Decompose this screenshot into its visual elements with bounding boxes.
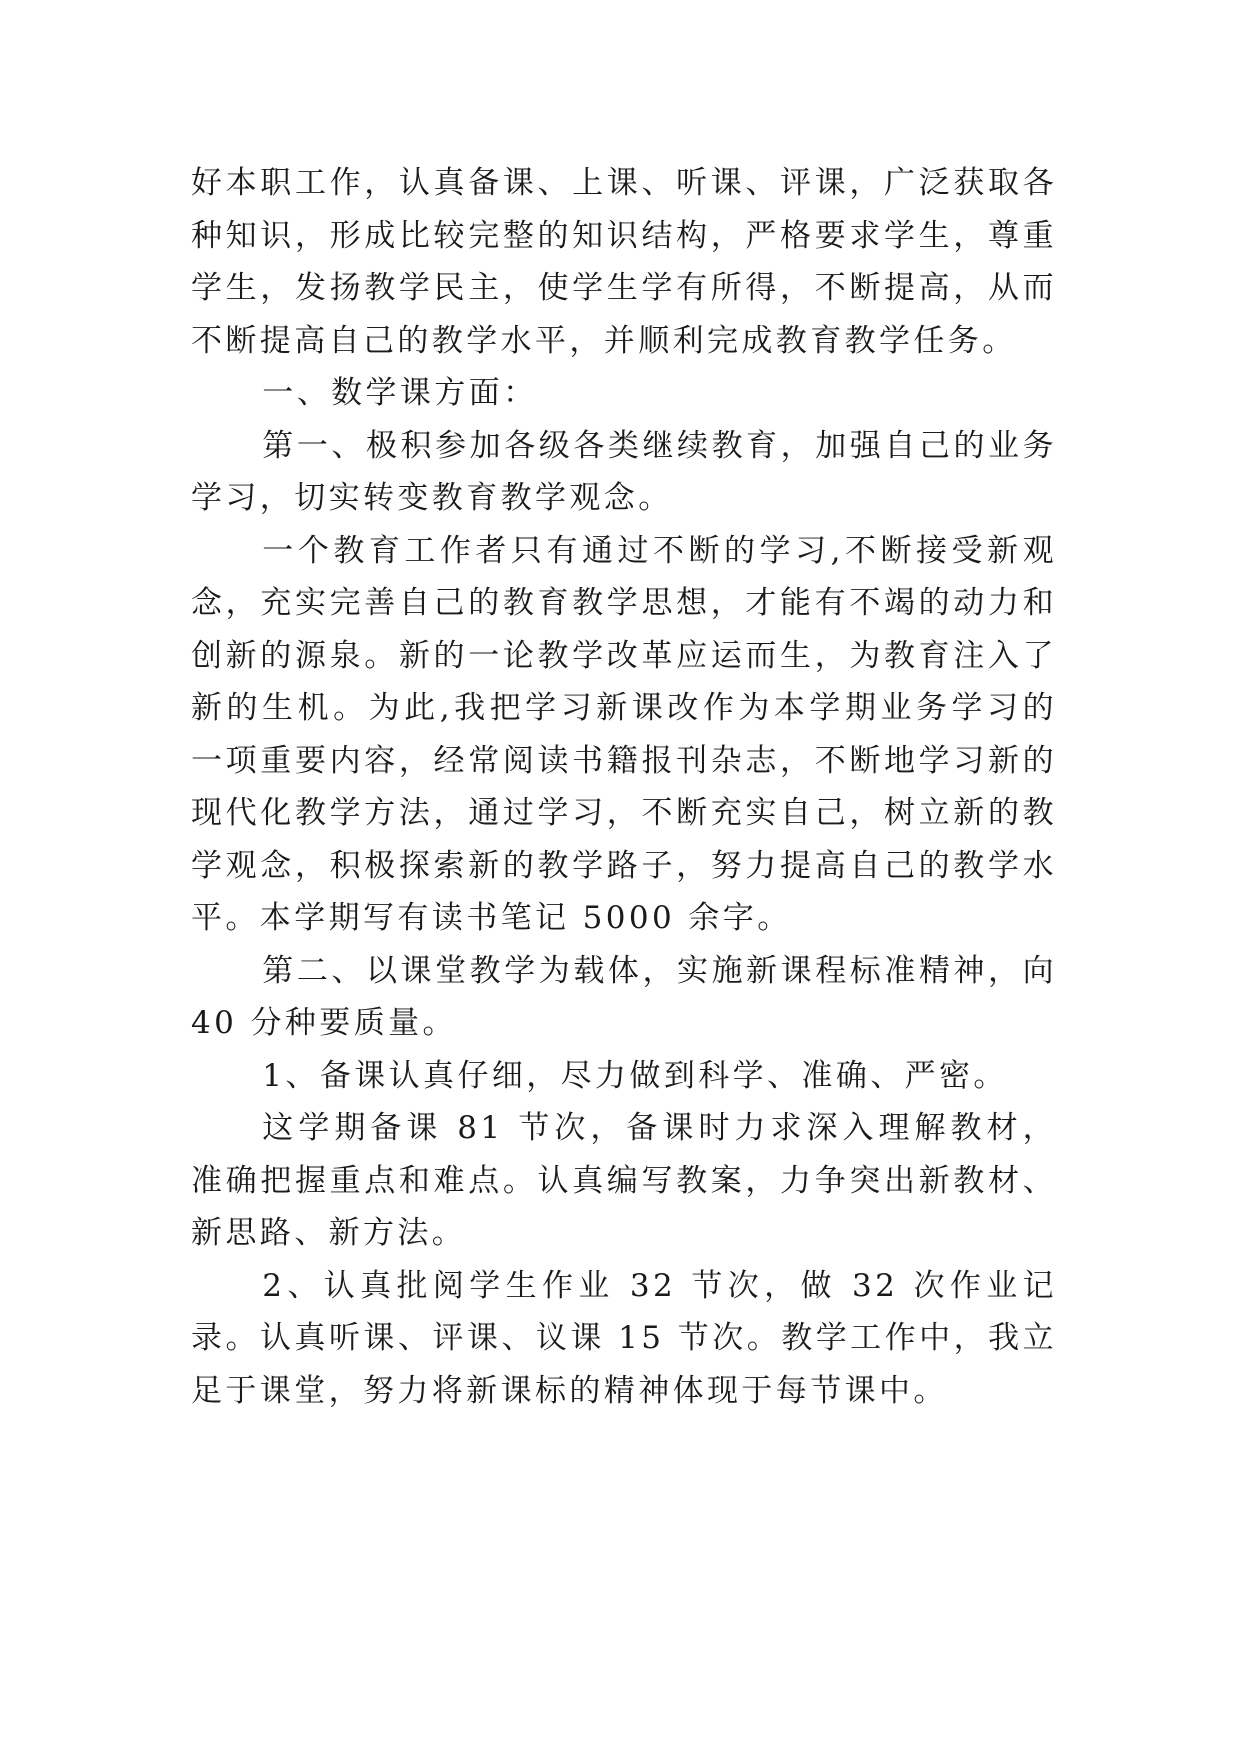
paragraph-lesson-prep: 这学期备课 81 节次，备课时力求深入理解教材，准确把握重点和难点。认真编写教案，力争突出新教材、新思路、新方法。 xyxy=(191,1110,1057,1251)
paragraph-learning: 一个教育工作者只有通过不断的学习,不断接受新观念，充实完善自己的教育教学思想，才能有不竭的动力和创新的源泉。新的一论教学改革应运而生，为教育注入了新的生机。为此,我把学习新课改作为本学期业务学习的一项重要内容，经常阅读书籍报刊杂志，不断地学习新的现代化教学方法，通过学习，不断充实自己，树立新的教学观念，积极探索新的教学路子，努力提高自己的教学水平。本学期写有读书笔记 5000 余字。 xyxy=(191,532,1057,936)
list-item-1: 1、备课认真仔细，尽力做到科学、准确、严密。 xyxy=(262,1057,1008,1094)
paragraph-point-two: 第二、以课堂教学为载体，实施新课程标准精神，向 40 分种要质量。 xyxy=(191,952,1057,1041)
section-heading: 一、数学课方面： xyxy=(262,375,538,411)
paragraph-continued: 好本职工作，认真备课、上课、听课、评课，广泛获取各种知识，形成比较完整的知识结构，严格要求学生，尊重学生，发扬教学民主，使学生学有所得，不断提高，从而不断提高自己的教学水平，并顺利完成教育教学任务。 xyxy=(191,165,1057,359)
paragraph-point-one: 第一、极积参加各级各类继续教育，加强自己的业务学习，切实转变教育教学观念。 xyxy=(191,427,1057,516)
list-item-2: 2、认真批阅学生作业 32 节次，做 32 次作业记录。认真听课、评课、议课 15 节次。教学工作中，我立足于课堂，努力将新课标的精神体现于每节课中。 xyxy=(191,1267,1057,1409)
document-body xyxy=(191,157,1057,1417)
